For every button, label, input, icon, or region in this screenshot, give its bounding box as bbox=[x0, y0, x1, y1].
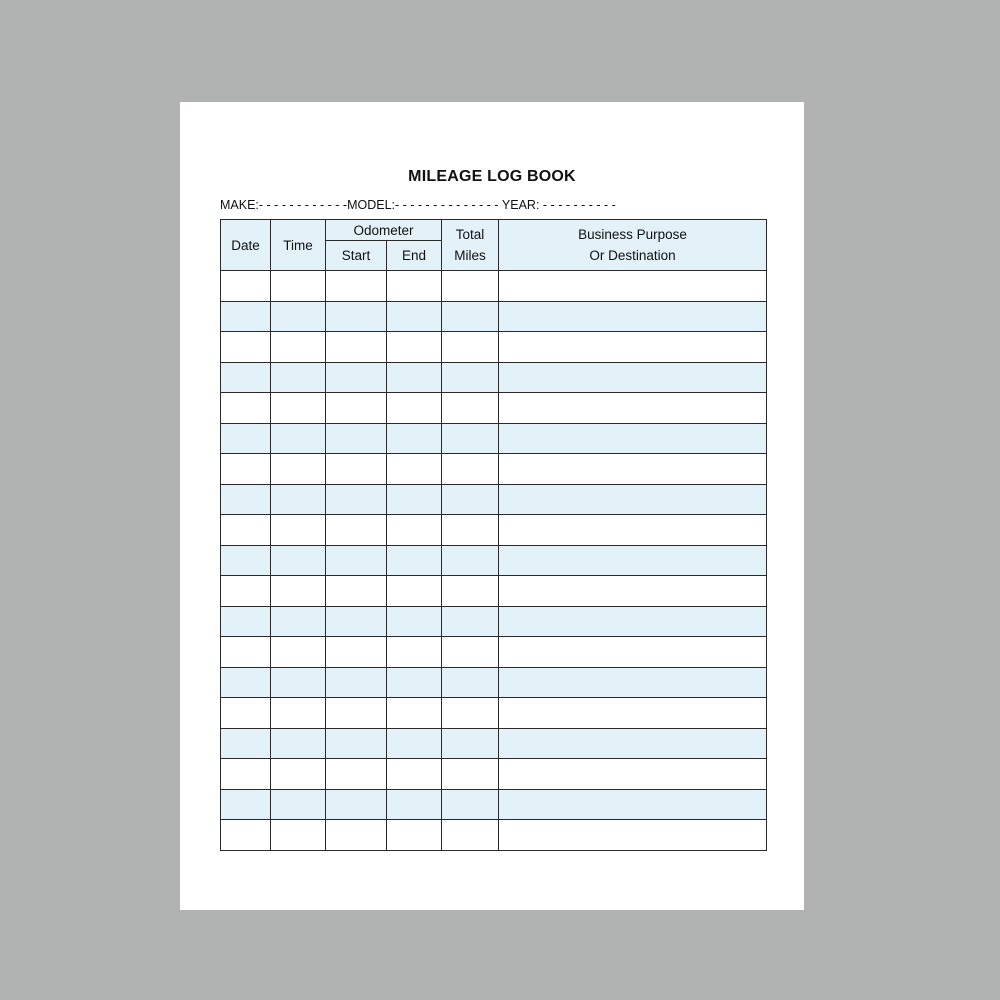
odometer-end-cell bbox=[387, 545, 442, 576]
odometer-end-cell bbox=[387, 271, 442, 302]
model-blank: - - - - - - - - - - - - - - bbox=[395, 198, 499, 212]
total-miles-cell bbox=[442, 759, 499, 790]
purpose-cell bbox=[499, 667, 767, 698]
table-row bbox=[221, 820, 767, 851]
purpose-cell bbox=[499, 606, 767, 637]
table-row bbox=[221, 576, 767, 607]
odometer-end-cell bbox=[387, 698, 442, 729]
table-row bbox=[221, 515, 767, 546]
odometer-end-cell bbox=[387, 667, 442, 698]
odometer-start-cell bbox=[326, 759, 387, 790]
odometer-end-cell bbox=[387, 454, 442, 485]
table-row bbox=[221, 271, 767, 302]
odometer-start-cell bbox=[326, 362, 387, 393]
purpose-cell bbox=[499, 576, 767, 607]
total-miles-cell bbox=[442, 698, 499, 729]
odometer-start-cell bbox=[326, 698, 387, 729]
make-blank: - - - - - - - - - - - - bbox=[258, 198, 348, 212]
date-cell bbox=[221, 820, 271, 851]
odometer-end-cell bbox=[387, 789, 442, 820]
date-cell bbox=[221, 606, 271, 637]
time-cell bbox=[271, 606, 326, 637]
page-title: MILEAGE LOG BOOK bbox=[408, 168, 576, 185]
purpose-cell bbox=[499, 637, 767, 668]
time-cell bbox=[271, 728, 326, 759]
table-header-row bbox=[221, 220, 767, 241]
date-cell bbox=[221, 332, 271, 363]
purpose-cell bbox=[499, 301, 767, 332]
total-miles-cell bbox=[442, 820, 499, 851]
total-miles-cell bbox=[442, 301, 499, 332]
time-cell bbox=[271, 393, 326, 424]
purpose-cell bbox=[499, 698, 767, 729]
date-cell bbox=[221, 545, 271, 576]
time-cell bbox=[271, 545, 326, 576]
header-date: Date bbox=[221, 220, 271, 271]
mileage-table bbox=[220, 219, 767, 851]
odometer-start-cell bbox=[326, 423, 387, 454]
header-total-line1: Total bbox=[455, 227, 485, 242]
date-cell bbox=[221, 759, 271, 790]
date-cell bbox=[221, 484, 271, 515]
date-cell bbox=[221, 515, 271, 546]
odometer-end-cell bbox=[387, 393, 442, 424]
total-miles-cell bbox=[442, 423, 499, 454]
date-cell bbox=[221, 271, 271, 302]
purpose-cell bbox=[499, 545, 767, 576]
total-miles-cell bbox=[442, 454, 499, 485]
date-cell bbox=[221, 423, 271, 454]
odometer-start-cell bbox=[326, 789, 387, 820]
total-miles-cell bbox=[442, 606, 499, 637]
time-cell bbox=[271, 423, 326, 454]
time-cell bbox=[271, 667, 326, 698]
table-row bbox=[221, 484, 767, 515]
odometer-start-cell bbox=[326, 301, 387, 332]
total-miles-cell bbox=[442, 545, 499, 576]
purpose-cell bbox=[499, 515, 767, 546]
year-blank: - - - - - - - - - - bbox=[542, 198, 616, 212]
odometer-end-cell bbox=[387, 301, 442, 332]
model-label: MODEL: bbox=[347, 198, 395, 212]
odometer-start-cell bbox=[326, 606, 387, 637]
odometer-start-cell bbox=[326, 271, 387, 302]
odometer-end-cell bbox=[387, 423, 442, 454]
make-label: MAKE: bbox=[220, 198, 259, 212]
odometer-start-cell bbox=[326, 484, 387, 515]
table-row bbox=[221, 728, 767, 759]
year-label: YEAR: bbox=[501, 198, 540, 212]
total-miles-cell bbox=[442, 515, 499, 546]
total-miles-cell bbox=[442, 484, 499, 515]
time-cell bbox=[271, 362, 326, 393]
odometer-start-cell bbox=[326, 667, 387, 698]
purpose-cell bbox=[499, 423, 767, 454]
time-cell bbox=[271, 637, 326, 668]
time-cell bbox=[271, 789, 326, 820]
date-cell bbox=[221, 728, 271, 759]
date-cell bbox=[221, 637, 271, 668]
purpose-cell bbox=[499, 362, 767, 393]
table-row bbox=[221, 393, 767, 424]
purpose-cell bbox=[499, 393, 767, 424]
total-miles-cell bbox=[442, 667, 499, 698]
odometer-end-cell bbox=[387, 362, 442, 393]
header-purpose-line1: Business Purpose bbox=[578, 227, 687, 242]
odometer-end-cell bbox=[387, 637, 442, 668]
total-miles-cell bbox=[442, 271, 499, 302]
time-cell bbox=[271, 515, 326, 546]
logbook-page bbox=[180, 102, 804, 910]
odometer-start-cell bbox=[326, 545, 387, 576]
purpose-cell bbox=[499, 789, 767, 820]
total-miles-cell bbox=[442, 332, 499, 363]
odometer-start-cell bbox=[326, 576, 387, 607]
total-miles-cell bbox=[442, 637, 499, 668]
table-row bbox=[221, 667, 767, 698]
table-row bbox=[221, 789, 767, 820]
total-miles-cell bbox=[442, 576, 499, 607]
date-cell bbox=[221, 667, 271, 698]
total-miles-cell bbox=[442, 362, 499, 393]
table-row bbox=[221, 545, 767, 576]
odometer-end-cell bbox=[387, 606, 442, 637]
date-cell bbox=[221, 698, 271, 729]
time-cell bbox=[271, 271, 326, 302]
odometer-start-cell bbox=[326, 332, 387, 363]
header-total-miles bbox=[442, 220, 499, 271]
odometer-end-cell bbox=[387, 515, 442, 546]
table-row bbox=[221, 423, 767, 454]
odometer-start-cell bbox=[326, 515, 387, 546]
time-cell bbox=[271, 576, 326, 607]
table-body bbox=[221, 271, 767, 851]
purpose-cell bbox=[499, 820, 767, 851]
header-purpose-line2: Or Destination bbox=[589, 248, 676, 263]
odometer-start-cell bbox=[326, 728, 387, 759]
odometer-end-cell bbox=[387, 728, 442, 759]
date-cell bbox=[221, 454, 271, 485]
table-row bbox=[221, 759, 767, 790]
date-cell bbox=[221, 789, 271, 820]
time-cell bbox=[271, 301, 326, 332]
total-miles-cell bbox=[442, 728, 499, 759]
time-cell bbox=[271, 454, 326, 485]
purpose-cell bbox=[499, 454, 767, 485]
purpose-cell bbox=[499, 271, 767, 302]
header-odometer: Odometer bbox=[326, 220, 442, 241]
odometer-end-cell bbox=[387, 820, 442, 851]
vehicle-fields-line bbox=[220, 198, 766, 212]
table-row bbox=[221, 454, 767, 485]
odometer-start-cell bbox=[326, 637, 387, 668]
table-row bbox=[221, 362, 767, 393]
purpose-cell bbox=[499, 332, 767, 363]
header-odometer-end: End bbox=[387, 241, 442, 271]
time-cell bbox=[271, 332, 326, 363]
header-total-line2: Miles bbox=[454, 248, 486, 263]
table-row bbox=[221, 332, 767, 363]
table-row bbox=[221, 637, 767, 668]
table-row bbox=[221, 606, 767, 637]
odometer-end-cell bbox=[387, 484, 442, 515]
time-cell bbox=[271, 759, 326, 790]
time-cell bbox=[271, 820, 326, 851]
time-cell bbox=[271, 698, 326, 729]
table-row bbox=[221, 301, 767, 332]
header-odometer-start: Start bbox=[326, 241, 387, 271]
purpose-cell bbox=[499, 759, 767, 790]
purpose-cell bbox=[499, 728, 767, 759]
table-row bbox=[221, 698, 767, 729]
date-cell bbox=[221, 576, 271, 607]
odometer-start-cell bbox=[326, 454, 387, 485]
header-time: Time bbox=[271, 220, 326, 271]
odometer-start-cell bbox=[326, 820, 387, 851]
date-cell bbox=[221, 362, 271, 393]
header-business-purpose bbox=[499, 220, 767, 271]
odometer-end-cell bbox=[387, 576, 442, 607]
odometer-end-cell bbox=[387, 759, 442, 790]
odometer-end-cell bbox=[387, 332, 442, 363]
total-miles-cell bbox=[442, 789, 499, 820]
date-cell bbox=[221, 301, 271, 332]
purpose-cell bbox=[499, 484, 767, 515]
total-miles-cell bbox=[442, 393, 499, 424]
date-cell bbox=[221, 393, 271, 424]
time-cell bbox=[271, 484, 326, 515]
odometer-start-cell bbox=[326, 393, 387, 424]
